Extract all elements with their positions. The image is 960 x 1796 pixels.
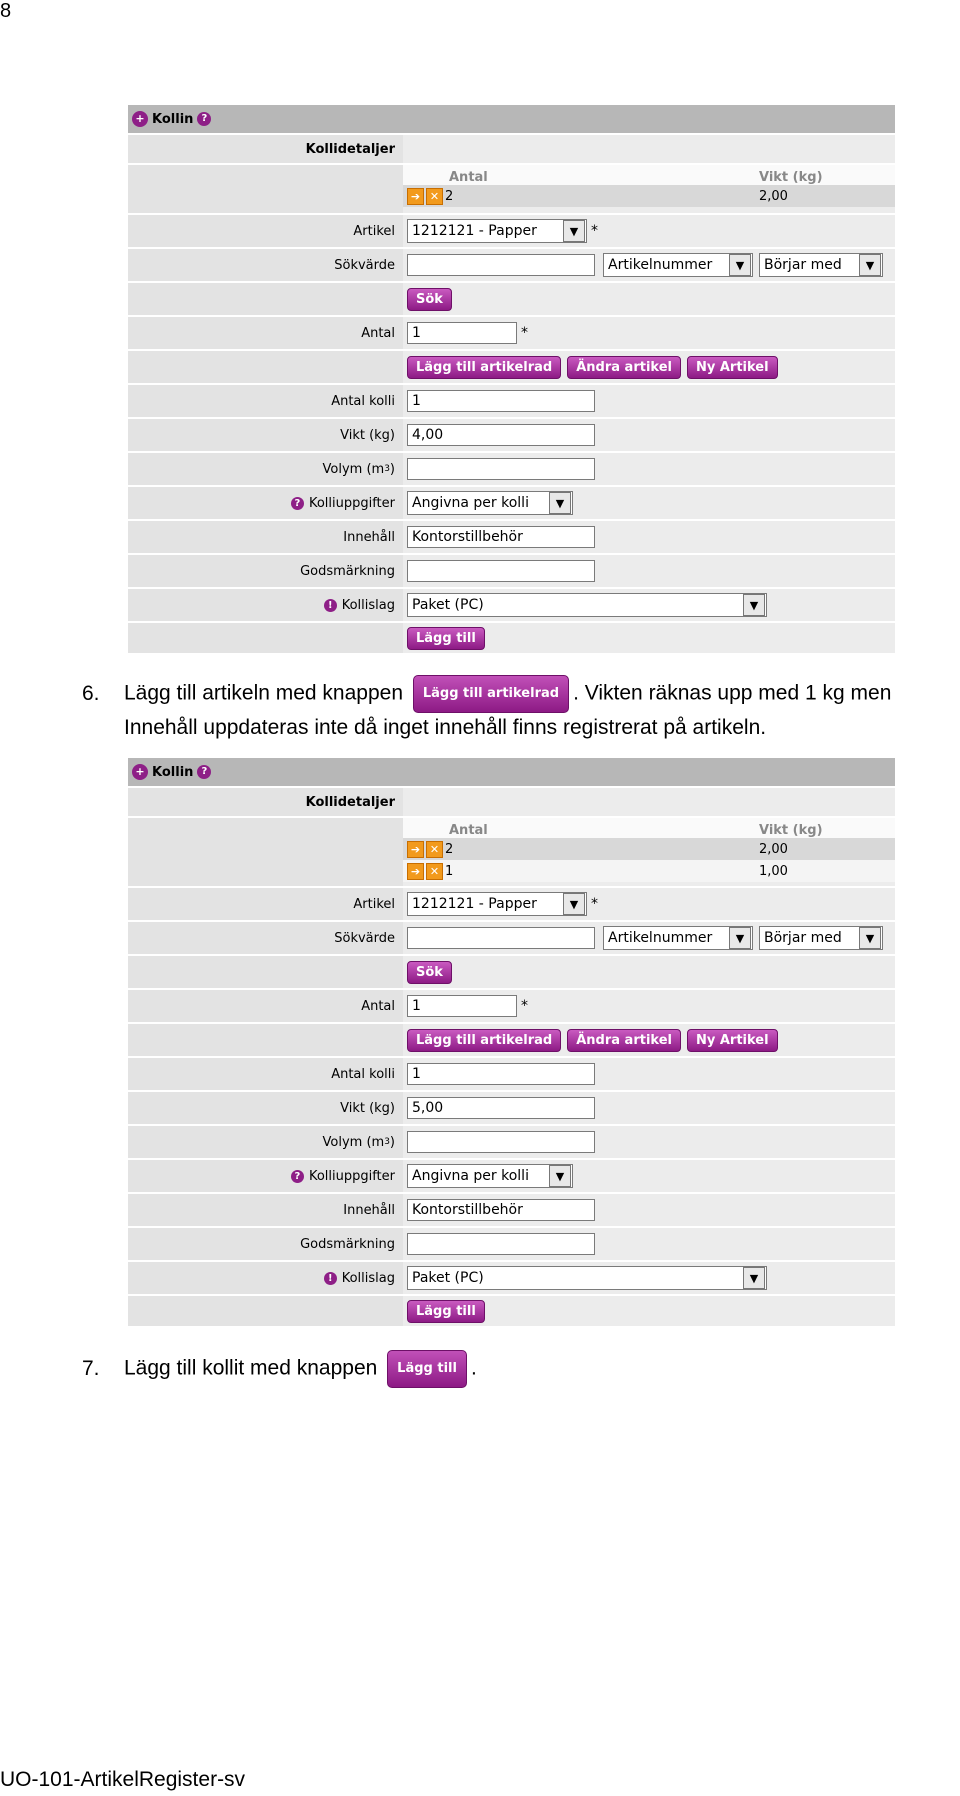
kollin-panel-2 (128, 758, 895, 1326)
kollin-panel-1 (128, 105, 895, 653)
sok-row (128, 922, 895, 956)
volym-row (128, 1126, 895, 1160)
volym-row (128, 453, 895, 487)
kollislag-select[interactable]: Paket (PC) ▼ (407, 593, 767, 617)
antal-label: Antal (128, 990, 403, 1022)
help-icon[interactable]: ? (291, 1170, 304, 1183)
vikt-row (128, 419, 895, 453)
row-antal: 2 (445, 188, 454, 204)
change-article-button[interactable]: Ändra artikel (567, 356, 681, 379)
sok-button-row (128, 956, 895, 990)
volume-input[interactable] (407, 1131, 595, 1153)
antal-label: Antal (128, 317, 403, 349)
antal-kolli-label: Antal kolli (128, 385, 403, 417)
antal-kolli-row (128, 385, 895, 419)
section-title: Kollidetaljer (128, 135, 403, 163)
help-icon[interactable]: ? (197, 765, 211, 779)
delete-icon[interactable]: ✕ (426, 841, 443, 858)
volym-label: Volym (m 3 ) (128, 453, 403, 485)
chevron-down-icon: ▼ (563, 220, 585, 242)
table-row (403, 838, 895, 860)
panel-title: Kollin (152, 764, 194, 780)
kolliuppgifter-select[interactable]: Angivna per kolli ▼ (407, 491, 573, 515)
delete-icon[interactable]: ✕ (426, 863, 443, 880)
weight-input[interactable]: 4,00 (407, 424, 595, 446)
artikel-label: Artikel (128, 888, 403, 920)
article-table (403, 818, 895, 886)
article-table (403, 165, 895, 213)
search-button[interactable]: Sök (407, 961, 452, 984)
marking-input[interactable] (407, 1233, 595, 1255)
search-mode-select[interactable]: Börjar med ▼ (759, 926, 883, 950)
chevron-down-icon: ▼ (729, 254, 751, 276)
sok-row (128, 249, 895, 283)
panel-title: Kollin (152, 111, 194, 127)
edit-arrow-icon[interactable]: ➔ (407, 841, 424, 858)
weight-input[interactable]: 5,00 (407, 1097, 595, 1119)
sok-label: Sökvärde (128, 249, 403, 281)
required-marker: * (591, 223, 598, 239)
col-antal: Antal (449, 823, 488, 838)
required-marker: * (521, 325, 528, 341)
antal-kolli-row (128, 1058, 895, 1092)
new-article-button[interactable]: Ny Artikel (687, 356, 778, 379)
row-vikt: 1,00 (759, 863, 788, 879)
kolliuppgifter-label: Kolliuppgifter (308, 1168, 395, 1184)
row-vikt: 2,00 (759, 188, 788, 204)
sok-label: Sökvärde (128, 922, 403, 954)
add-package-button-image: Lägg till (387, 1350, 467, 1388)
article-buttons-row (128, 1024, 895, 1058)
panel-header[interactable] (128, 105, 895, 135)
row-antal: 2 (445, 841, 454, 857)
row-antal: 1 (445, 863, 454, 879)
row-vikt: 2,00 (759, 841, 788, 857)
kollislag-select[interactable]: Paket (PC) ▼ (407, 1266, 767, 1290)
delete-icon[interactable]: ✕ (426, 188, 443, 205)
step-7: 7. Lägg till kollit med knappen Lägg till . (82, 1350, 477, 1388)
panel-header[interactable] (128, 758, 895, 788)
kollislag-label: Kollislag (341, 597, 395, 613)
godsmarkning-label: Godsmärkning (128, 555, 403, 587)
antal-row (128, 317, 895, 351)
artikel-select[interactable]: 1212121 - Papper ▼ (407, 892, 587, 916)
search-type-select[interactable]: Artikelnummer ▼ (603, 926, 753, 950)
chevron-down-icon: ▼ (729, 927, 751, 949)
col-vikt: Vikt (kg) (759, 170, 823, 185)
table-row (403, 185, 895, 207)
section-row (128, 788, 895, 818)
step-6: 6. Lägg till artikeln med knappen Lägg till artikelrad . Vikten räknas upp med 1 kg men Innehåll uppdateras inte då inget innehåll finns registrerat på artikeln. (82, 675, 891, 743)
required-marker: * (591, 896, 598, 912)
article-table-header (403, 818, 895, 838)
section-title: Kollidetaljer (128, 788, 403, 816)
innehall-row (128, 521, 895, 555)
kollislag-label: Kollislag (341, 1270, 395, 1286)
artikel-row (128, 215, 895, 249)
volume-input[interactable] (407, 458, 595, 480)
edit-arrow-icon[interactable]: ➔ (407, 188, 424, 205)
step-6-line-2: Innehåll uppdateras inte då inget innehåll finns registrerat på artikeln. (124, 716, 767, 739)
article-table-header (403, 165, 895, 185)
artikel-row (128, 888, 895, 922)
innehall-label: Innehåll (128, 1194, 403, 1226)
add-article-row-button-image: Lägg till artikelrad (413, 675, 569, 713)
kolliuppgifter-select[interactable]: Angivna per kolli ▼ (407, 1164, 573, 1188)
godsmarkning-label: Godsmärkning (128, 1228, 403, 1260)
marking-input[interactable] (407, 560, 595, 582)
artikel-label: Artikel (128, 215, 403, 247)
antal-row (128, 990, 895, 1024)
chevron-down-icon: ▼ (549, 492, 571, 514)
godsmarkning-row (128, 555, 895, 589)
help-icon[interactable]: ? (291, 497, 304, 510)
vikt-label: Vikt (kg) (128, 1092, 403, 1124)
help-icon[interactable]: ? (197, 112, 211, 126)
expand-icon[interactable]: + (132, 764, 148, 780)
godsmarkning-row (128, 1228, 895, 1262)
innehall-row (128, 1194, 895, 1228)
contents-input[interactable]: Kontorstillbehör (407, 1199, 595, 1221)
quantity-input[interactable]: 1 (407, 995, 517, 1017)
vikt-label: Vikt (kg) (128, 419, 403, 451)
required-marker: * (521, 998, 528, 1014)
antal-kolli-label: Antal kolli (128, 1058, 403, 1090)
col-antal: Antal (449, 170, 488, 185)
section-row (128, 135, 895, 165)
sok-button-row (128, 283, 895, 317)
volym-label: Volym (m 3 ) (128, 1126, 403, 1158)
article-rows (128, 165, 895, 215)
page-number: 8 (0, 0, 12, 22)
kollislag-row (128, 589, 895, 623)
search-input[interactable] (407, 254, 595, 276)
article-buttons-row (128, 351, 895, 385)
expand-icon[interactable]: + (132, 111, 148, 127)
kolliuppgifter-row (128, 1160, 895, 1194)
contents-input[interactable]: Kontorstillbehör (407, 526, 595, 548)
change-article-button[interactable]: Ändra artikel (567, 1029, 681, 1052)
quantity-input[interactable]: 1 (407, 322, 517, 344)
antal-kolli-input[interactable]: 1 (407, 1063, 595, 1085)
info-icon[interactable]: ! (324, 599, 337, 612)
innehall-label: Innehåll (128, 521, 403, 553)
search-button[interactable]: Sök (407, 288, 452, 311)
step-number: 7. (82, 1356, 100, 1380)
footer: UO-101-ArtikelRegister-sv (0, 1768, 246, 1791)
search-mode-select[interactable]: Börjar med ▼ (759, 253, 883, 277)
add-package-button[interactable]: Lägg till (407, 627, 485, 650)
search-input[interactable] (407, 927, 595, 949)
info-icon[interactable]: ! (324, 1272, 337, 1285)
add-article-row-button[interactable]: Lägg till artikelrad (407, 356, 561, 379)
add-row (128, 623, 895, 653)
vikt-row (128, 1092, 895, 1126)
chevron-down-icon: ▼ (859, 927, 881, 949)
new-article-button[interactable]: Ny Artikel (687, 1029, 778, 1052)
kolliuppgifter-row (128, 487, 895, 521)
kolliuppgifter-label: Kolliuppgifter (308, 495, 395, 511)
antal-kolli-input[interactable]: 1 (407, 390, 595, 412)
chevron-down-icon: ▼ (563, 893, 585, 915)
chevron-down-icon: ▼ (743, 594, 765, 616)
col-vikt: Vikt (kg) (759, 823, 823, 838)
add-package-button[interactable]: Lägg till (407, 1300, 485, 1323)
article-rows (128, 818, 895, 888)
kollislag-row (128, 1262, 895, 1296)
artikel-select[interactable]: 1212121 - Papper ▼ (407, 219, 587, 243)
edit-arrow-icon[interactable]: ➔ (407, 863, 424, 880)
step-number: 6. (82, 681, 100, 705)
add-row (128, 1296, 895, 1326)
table-row (403, 860, 895, 882)
chevron-down-icon: ▼ (859, 254, 881, 276)
chevron-down-icon: ▼ (549, 1165, 571, 1187)
chevron-down-icon: ▼ (743, 1267, 765, 1289)
search-type-select[interactable]: Artikelnummer ▼ (603, 253, 753, 277)
add-article-row-button[interactable]: Lägg till artikelrad (407, 1029, 561, 1052)
